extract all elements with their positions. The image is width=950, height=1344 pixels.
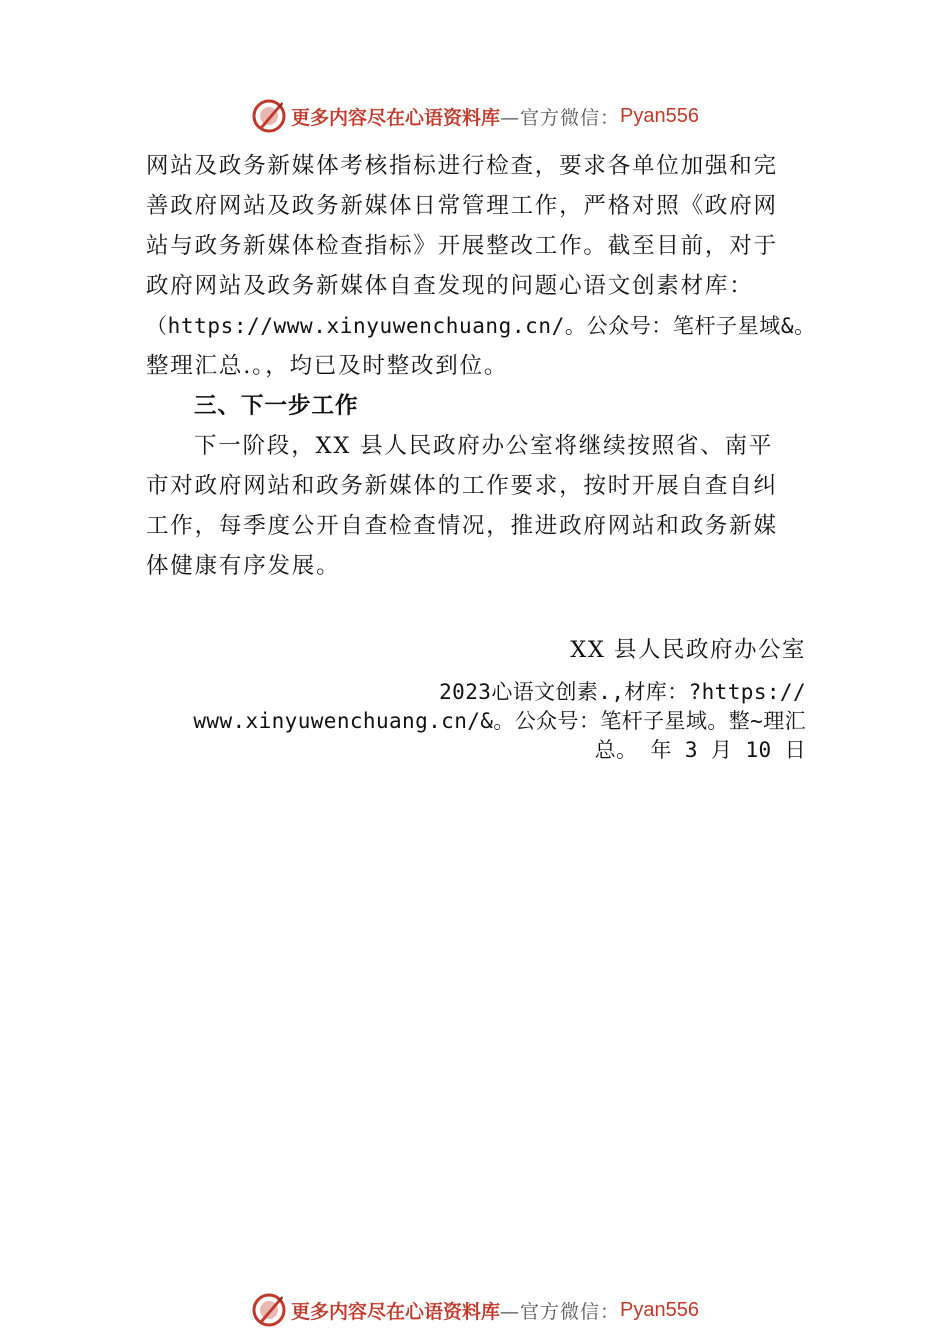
date-line: www.xinyuwenchuang.cn/&。公众号：笔杆子星域。整~理汇 <box>193 709 806 733</box>
paragraph-line: 市对政府网站和政务新媒体的工作要求，按时开展自查自纠 <box>146 473 778 499</box>
wechat-id: Pyan556 <box>620 1298 699 1321</box>
wechat-label: —官方微信： <box>500 1300 621 1323</box>
quill-logo-icon <box>251 1292 287 1328</box>
date-block <box>142 678 806 765</box>
date-line: 2023心语文创素.,材库：?https:// <box>439 680 806 704</box>
paragraph-line: 体健康有序发展。 <box>146 553 341 579</box>
header-banner <box>0 96 950 136</box>
date-line: 总。 年 3 月 10 日 <box>594 738 806 762</box>
promo-text: 更多内容尽在心语资料库 <box>291 106 501 129</box>
quill-logo-icon <box>251 98 287 134</box>
promo-text: 更多内容尽在心语资料库 <box>291 1300 501 1323</box>
paragraph-line: 下一阶段，XX 县人民政府办公室将继续按照省、南平 <box>194 433 774 459</box>
body-line: 站与政务新媒体检查指标》开展整改工作。截至目前，对于 <box>146 233 778 259</box>
body-line: 网站及政务新媒体考核指标进行检查，要求各单位加强和完 <box>146 153 778 179</box>
wechat-label: —官方微信： <box>500 106 621 129</box>
signature: XX 县人民政府办公室 <box>570 637 806 663</box>
wechat-id: Pyan556 <box>620 104 699 127</box>
section-heading: 三、下一步工作 <box>194 393 359 419</box>
body-line-url: （https://www.xinyuwenchuang.cn/。公众号：笔杆子星域&。 <box>146 314 816 338</box>
body-line: 整理汇总.。，均已及时整改到位。 <box>146 353 509 379</box>
body-line: 政府网站及政务新媒体自查发现的问题心语文创素材库： <box>146 273 754 299</box>
document-body <box>146 146 816 586</box>
paragraph-line: 工作，每季度公开自查检查情况，推进政府网站和政务新媒 <box>146 513 778 539</box>
body-line: 善政府网站及政务新媒体日常管理工作，严格对照《政府网 <box>146 193 778 219</box>
footer-banner <box>0 1290 950 1330</box>
